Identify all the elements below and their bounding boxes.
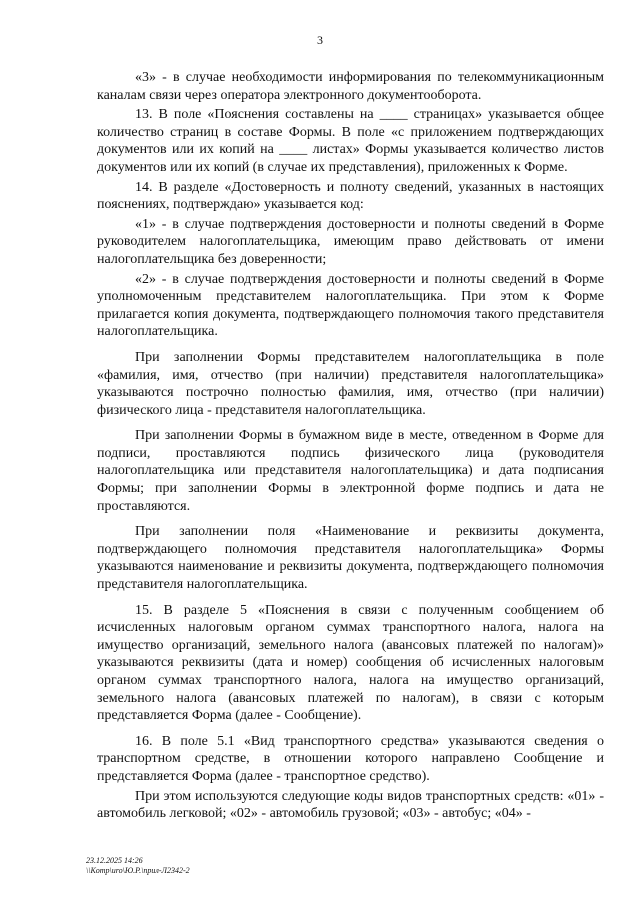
document-footer: [86, 856, 190, 876]
paragraph-code-1: «1» - в случае подтверждения достоверности и полноты сведений в Форме руководителем налогоплательщика, имеющим право действовать от имени налогоплательщика без доверенности;: [97, 216, 604, 267]
paragraph-code-2: «2» - в случае подтверждения достоверности и полноты сведений в Форме уполномоченным представителем налогоплательщика. При этом к Форме прилагается копия документа, подтверждающего полномочия такого представителя налогоплательщика.: [97, 271, 604, 340]
footer-timestamp: 23.12.2025 14:26: [86, 856, 143, 865]
footer-file-path: \\Komp\uro\Ю.Р.\прил-Л2342-2: [86, 866, 190, 875]
document-body: [97, 69, 604, 825]
paragraph-item-16: 16. В поле 5.1 «Вид транспортного средства» указываются сведения о транспортном средстве, в отношении которого направлено Сообщение и представляется Форма (далее - транспортное средство).: [97, 733, 604, 784]
paragraph-code-3: «3» - в случае необходимости информирования по телекоммуникационным каналам связи через оператора электронного документооборота.: [97, 70, 604, 103]
paragraph-item-14: 14. В разделе «Достоверность и полноту сведений, указанных в настоящих пояснениях, подтверждаю» указывается код:: [97, 179, 604, 213]
paragraph-signature: При заполнении Формы в бумажном виде в месте, отведенном в Форме для подписи, проставляются подпись физического лица (руководителя налогоплательщика или представителя налогоплательщика) и дата подписания Формы; при заполнении Формы в электронной форме подпись и дата не проставляются.: [97, 428, 604, 514]
paragraph-vehicle-codes: При этом используются следующие коды видов транспортных средств: «01» - автомобиль легковой; «02» - автомобиль грузовой; «03» - автобус; «04» -: [97, 788, 604, 822]
paragraph-item-13: 13. В поле «Пояснения составлены на ____ страницах» указывается общее количество страниц в составе Формы. В поле «с приложением подтверждающих документов или их копий на ____ листах» Формы указывается количество листов документов или их копий (в случае их представления), приложенных к Форме.: [97, 107, 604, 175]
page-number: 3: [317, 33, 323, 47]
paragraph-representative-name: При заполнении Формы представителем налогоплательщика в поле «фамилия, имя, отчество (при наличии) представителя налогоплательщика» указываются построчно полностью фамилия, имя, отчество (при наличии) физического лица - представителя налогоплательщика.: [97, 349, 604, 418]
paragraph-authority-document: При заполнении поля «Наименование и реквизиты документа, подтверждающего полномочия представителя налогоплательщика» Формы указываются наименование и реквизиты документа, подтверждающего полномочия представителя налогоплательщика.: [97, 524, 604, 593]
paragraph-item-15: 15. В разделе 5 «Пояснения в связи с полученным сообщением об исчисленных налоговым органом суммах транспортного налога, налога на имущество организаций, земельного налога (авансовых платежей по налогам)» указываются реквизиты (дата и номер) сообщения об исчисленных налоговым органом суммах транспортного налога, налога на имущество организаций, земельного налога (авансовых платежей по налогам), в связи с которым представляется Форма (далее - Сообщение).: [97, 602, 604, 724]
